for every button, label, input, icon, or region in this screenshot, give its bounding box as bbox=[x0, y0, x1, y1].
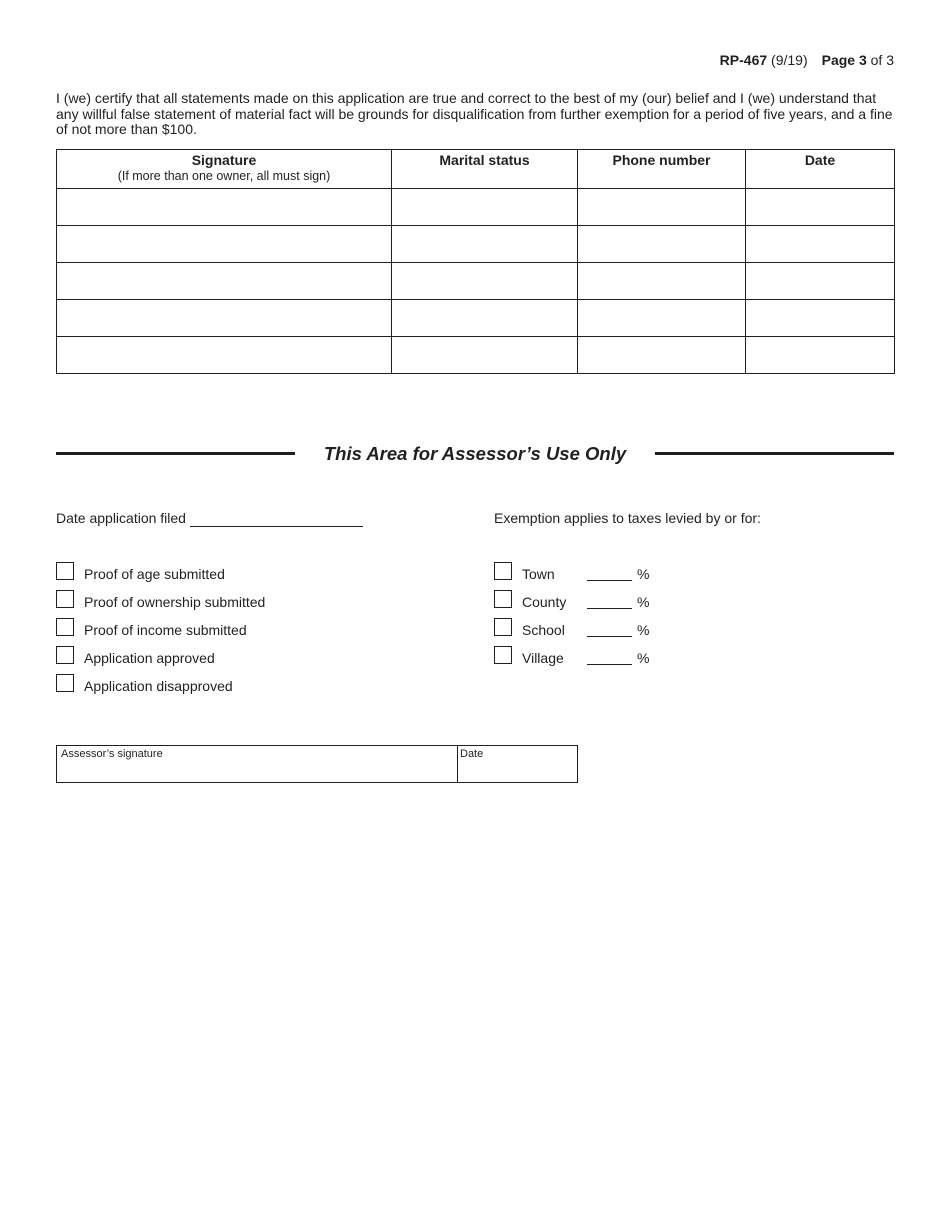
column-header-label: Date bbox=[804, 152, 836, 168]
phone-number-field[interactable] bbox=[578, 226, 746, 263]
checkbox[interactable] bbox=[494, 646, 512, 664]
signature-field[interactable] bbox=[57, 226, 392, 263]
assessor-signature-field[interactable] bbox=[57, 746, 458, 782]
check-county bbox=[494, 590, 694, 610]
check-application-disapproved bbox=[56, 674, 356, 694]
checkbox-label: Proof of age submitted bbox=[84, 566, 225, 582]
column-header-note: (If more than one owner, all must sign) bbox=[117, 169, 331, 183]
column-header-marital-status bbox=[392, 150, 578, 189]
date-filed-input[interactable] bbox=[190, 510, 363, 527]
table-row bbox=[57, 263, 895, 300]
checkbox[interactable] bbox=[56, 590, 74, 608]
checkbox-label: Proof of ownership submitted bbox=[84, 594, 266, 610]
check-school bbox=[494, 618, 694, 638]
check-town bbox=[494, 562, 694, 582]
date-filed-row bbox=[56, 510, 363, 527]
checkbox-label: School bbox=[522, 622, 565, 638]
form-id: RP-467 bbox=[719, 52, 768, 68]
checkbox-label: Application approved bbox=[84, 650, 215, 666]
check-proof-of-ownership bbox=[56, 590, 356, 610]
exemption-label: Exemption applies to taxes levied by or for: bbox=[494, 510, 761, 526]
checkbox[interactable] bbox=[494, 562, 512, 580]
column-header-label: Marital status bbox=[439, 152, 530, 168]
section-divider-right bbox=[655, 452, 894, 455]
checkbox[interactable] bbox=[56, 674, 74, 692]
assessor-date-field[interactable] bbox=[458, 746, 577, 782]
check-village bbox=[494, 646, 694, 666]
checkbox[interactable] bbox=[494, 590, 512, 608]
table-row bbox=[57, 337, 895, 374]
checkbox-label: Application disapproved bbox=[84, 678, 233, 694]
form-revision: (9/19) bbox=[771, 52, 808, 68]
column-header-date bbox=[746, 150, 895, 189]
page-total: of 3 bbox=[870, 52, 894, 68]
checkbox[interactable] bbox=[56, 562, 74, 580]
signature-field[interactable] bbox=[57, 300, 392, 337]
table-row bbox=[57, 300, 895, 337]
column-header-signature bbox=[57, 150, 392, 189]
percent-sign: % bbox=[637, 566, 650, 582]
checkbox-label: Proof of income submitted bbox=[84, 622, 247, 638]
date-field[interactable] bbox=[746, 337, 895, 374]
date-filed-label: Date application filed bbox=[56, 510, 186, 526]
percent-sign: % bbox=[637, 594, 650, 610]
assessor-section-title: This Area for Assessor’s Use Only bbox=[323, 443, 627, 464]
section-divider-left bbox=[56, 452, 295, 455]
date-field[interactable] bbox=[746, 263, 895, 300]
checkbox-label: Town bbox=[522, 566, 555, 582]
percent-sign: % bbox=[637, 650, 650, 666]
certification-text: I (we) certify that all statements made on this application are true and correct to the best of my (our) belief and I (we) understand that any willful false statement of material fact will be grounds for disqualification from further exemption for a period of five years, and a fine of not more than $100. bbox=[56, 90, 893, 137]
table-row bbox=[57, 189, 895, 226]
form-header bbox=[720, 52, 894, 68]
marital-status-field[interactable] bbox=[392, 226, 578, 263]
check-application-approved bbox=[56, 646, 356, 666]
assessor-signature-label: Assessor’s signature bbox=[61, 748, 163, 760]
date-field[interactable] bbox=[746, 226, 895, 263]
phone-number-field[interactable] bbox=[578, 189, 746, 226]
signature-field[interactable] bbox=[57, 337, 392, 374]
date-field[interactable] bbox=[746, 300, 895, 337]
checkbox-label: Village bbox=[522, 650, 564, 666]
signature-field[interactable] bbox=[57, 263, 392, 300]
percent-sign: % bbox=[637, 622, 650, 638]
table-row bbox=[57, 226, 895, 263]
percent-input[interactable] bbox=[587, 664, 632, 665]
phone-number-field[interactable] bbox=[578, 337, 746, 374]
marital-status-field[interactable] bbox=[392, 263, 578, 300]
signature-table-header bbox=[57, 150, 895, 189]
phone-number-field[interactable] bbox=[578, 263, 746, 300]
marital-status-field[interactable] bbox=[392, 337, 578, 374]
percent-input[interactable] bbox=[587, 636, 632, 637]
percent-input[interactable] bbox=[587, 580, 632, 581]
date-field[interactable] bbox=[746, 189, 895, 226]
checkbox[interactable] bbox=[494, 618, 512, 636]
checkbox-label: County bbox=[522, 594, 567, 610]
signature-table bbox=[56, 149, 895, 374]
column-header-phone-number bbox=[578, 150, 746, 189]
signature-field[interactable] bbox=[57, 189, 392, 226]
checkbox[interactable] bbox=[56, 618, 74, 636]
page-label: Page 3 bbox=[821, 52, 867, 68]
assessor-date-label: Date bbox=[460, 748, 484, 760]
marital-status-field[interactable] bbox=[392, 189, 578, 226]
column-header-label: Phone number bbox=[612, 152, 711, 168]
assessor-signature-box bbox=[56, 745, 578, 783]
checkbox[interactable] bbox=[56, 646, 74, 664]
column-header-label: Signature bbox=[191, 152, 257, 168]
marital-status-field[interactable] bbox=[392, 300, 578, 337]
check-proof-of-age bbox=[56, 562, 356, 582]
phone-number-field[interactable] bbox=[578, 300, 746, 337]
check-proof-of-income bbox=[56, 618, 356, 638]
percent-input[interactable] bbox=[587, 608, 632, 609]
